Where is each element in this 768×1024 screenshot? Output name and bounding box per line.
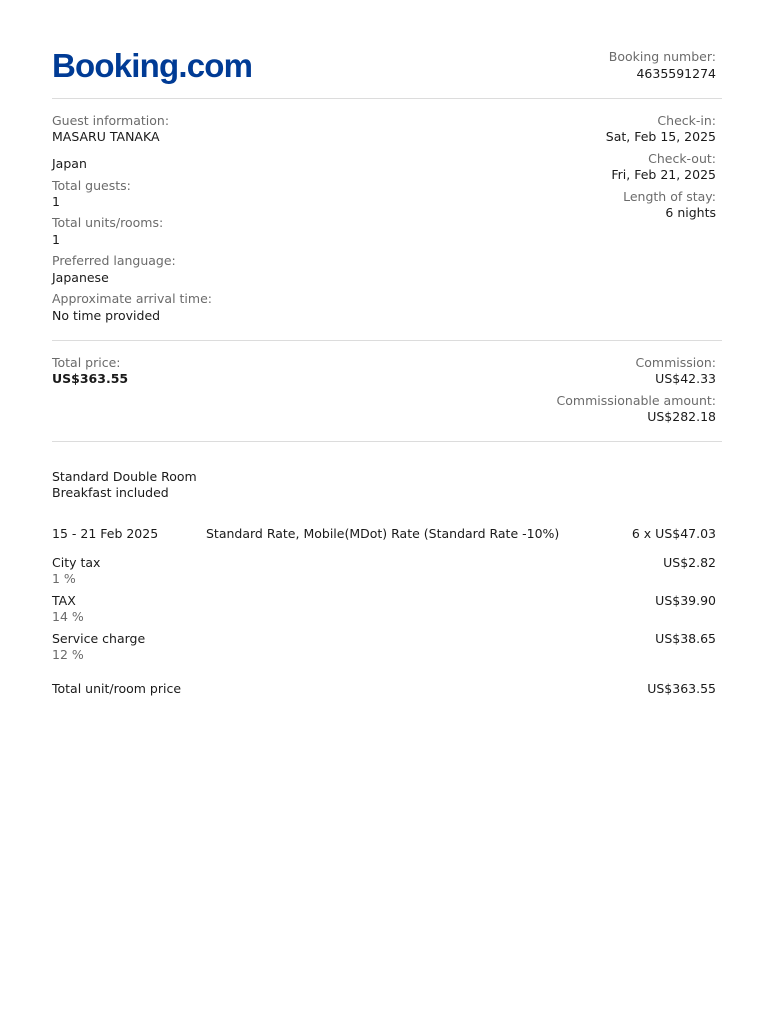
booking-number-label: Booking number: [608, 49, 716, 64]
guest-country: Japan [52, 156, 87, 171]
total-units: 1 [52, 232, 60, 247]
commissionable-label: Commissionable amount: [556, 393, 716, 408]
charge-amount: US$2.82 [663, 555, 716, 570]
checkin-label: Check-in: [657, 113, 716, 128]
total-price-label: Total price: [52, 355, 121, 370]
room-total-label: Total unit/room price [52, 681, 182, 696]
booking-logo: Booking.com [52, 47, 253, 84]
checkout-label: Check-out: [648, 151, 716, 166]
room-total-price: US$363.55 [647, 681, 716, 696]
divider [52, 98, 722, 99]
length-of-stay-label: Length of stay: [623, 189, 716, 204]
divider [52, 441, 722, 442]
charge-name: TAX [52, 593, 76, 608]
preferred-language: Japanese [52, 270, 109, 285]
room-meal-plan: Breakfast included [52, 485, 169, 500]
room-dates: 15 - 21 Feb 2025 [52, 526, 159, 541]
total-price: US$363.55 [52, 371, 129, 386]
charge-percent: 12 % [52, 647, 84, 662]
guest-info-label: Guest information: [52, 113, 170, 128]
checkout-date: Fri, Feb 21, 2025 [611, 167, 716, 182]
charge-percent: 1 % [52, 571, 76, 586]
charge-percent: 14 % [52, 609, 84, 624]
charge-name: Service charge [52, 631, 146, 646]
preferred-language-label: Preferred language: [52, 253, 176, 268]
divider [52, 340, 722, 341]
booking-number: 4635591274 [636, 66, 716, 81]
charge-amount: US$39.90 [655, 593, 716, 608]
checkin-date: Sat, Feb 15, 2025 [605, 129, 716, 144]
charge-name: City tax [52, 555, 101, 570]
commissionable-amount: US$282.18 [647, 409, 716, 424]
arrival-time: No time provided [52, 308, 161, 323]
commission-amount: US$42.33 [655, 371, 716, 386]
room-rate-name: Standard Rate, Mobile(MDot) Rate (Standard Rate -10%) [206, 526, 560, 541]
length-of-stay: 6 nights [665, 205, 716, 220]
total-units-label: Total units/rooms: [52, 215, 164, 230]
arrival-time-label: Approximate arrival time: [52, 291, 212, 306]
commission-label: Commission: [635, 355, 716, 370]
room-name: Standard Double Room [52, 469, 197, 484]
charge-amount: US$38.65 [655, 631, 716, 646]
room-rate-amount: 6 x US$47.03 [631, 526, 716, 541]
total-guests: 1 [52, 194, 60, 209]
guest-name: MASARU TANAKA [52, 129, 160, 144]
total-guests-label: Total guests: [52, 178, 131, 193]
